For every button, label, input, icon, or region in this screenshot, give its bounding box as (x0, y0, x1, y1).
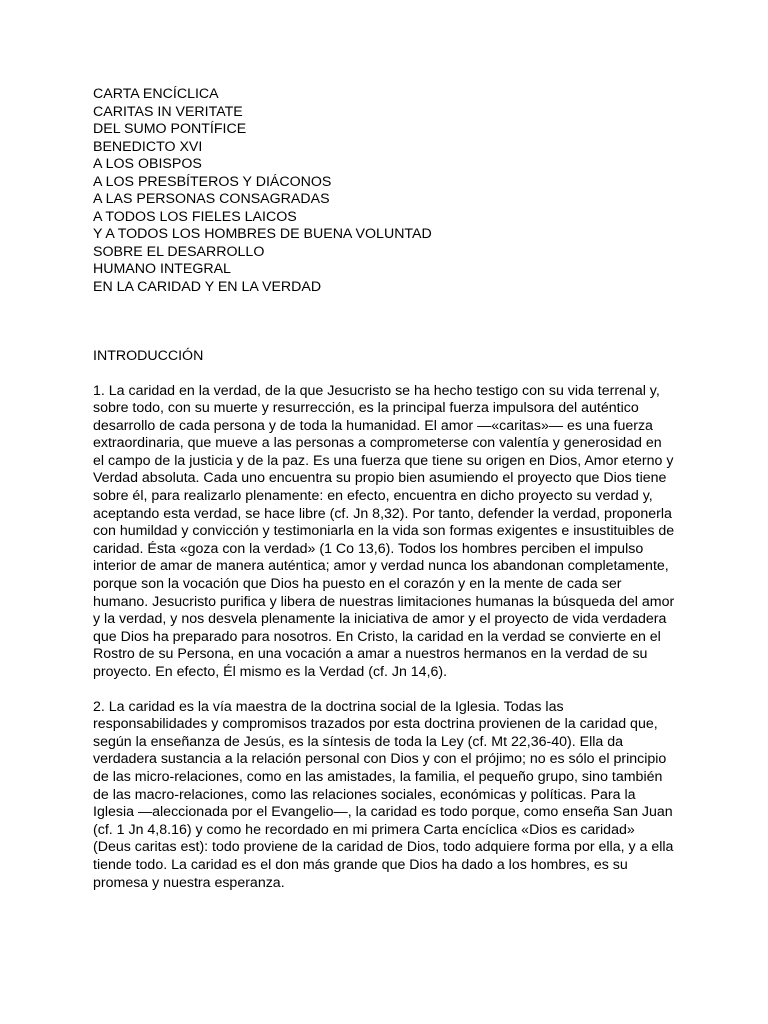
paragraph-2 (93, 699, 683, 893)
paragraph-line: según la enseñanza de Jesús, es la síntesis de toda la Ley (cf. Mt 22,36-40). Ella da (93, 733, 623, 750)
paragraph-line: aceptando esta verdad, se hace libre (cf. Jn 8,32). Por tanto, defender la verdad, proponerla (93, 505, 672, 522)
paragraph-line: humano. Jesucristo purifica y libera de nuestras limitaciones humanas la búsqueda del amor (93, 593, 675, 610)
heading-line: SOBRE EL DESARROLLO (93, 243, 265, 260)
section-title: INTRODUCCIÓN (93, 348, 204, 364)
paragraph-line: 2. La caridad es la vía maestra de la doctrina social de la Iglesia. Todas las (93, 698, 564, 715)
paragraph-line: porque son la vocación que Dios ha puesto en el corazón y en la mente de cada ser (93, 576, 622, 593)
paragraph-line: Iglesia —aleccionada por el Evangelio—, la caridad es todo porque, como enseña San Juan (93, 804, 673, 821)
heading-line: HUMANO INTEGRAL (93, 261, 231, 277)
heading-line: A LOS PRESBÍTEROS Y DIÁCONOS (93, 173, 332, 190)
paragraph-line: con humildad y convicción y testimoniarla en la vida son formas exigentes e insustituibles de (93, 523, 675, 540)
heading-line: A LOS OBISPOS (93, 156, 202, 172)
paragraph-line: de las macro-relaciones, como las relaciones sociales, económicas y políticas. Para la (93, 786, 636, 803)
heading-line: A TODOS LOS FIELES LAICOS (93, 208, 297, 225)
paragraph-line: extraordinaria, que mueve a las personas a comprometerse con valentía y generosidad en (93, 435, 662, 452)
paragraph-line: que Dios ha preparado para nosotros. En Cristo, la caridad en la verdad se convierte en el (93, 628, 661, 645)
paragraph-line: Verdad absoluta. Cada uno encuentra su propio bien asumiendo el proyecto que Dios tiene (93, 470, 667, 487)
paragraph-line: responsabilidades y compromisos trazados por esta doctrina provienen de la caridad que, (93, 716, 658, 733)
paragraph-line: tiende todo. La caridad es el don más grande que Dios ha dado a los hombres, es su (93, 856, 628, 873)
document-page (93, 86, 683, 892)
paragraph-line: interior de amar de manera auténtica; amor y verdad nunca los abandonan completamente, (93, 558, 669, 575)
document-heading (93, 86, 683, 296)
paragraph-line: Rostro de su Persona, en una vocación a amar a nuestros hermanos en la verdad de su (93, 646, 648, 663)
paragraph-line: de las micro-relaciones, como en las amistades, la familia, el pequeño grupo, sino también (93, 768, 663, 785)
paragraph-line: desarrollo de cada persona y de toda la humanidad. El amor —«caritas»— es una fuerza (93, 417, 653, 434)
paragraph-line: (cf. 1 Jn 4,8.16) y como he recordado en mi primera Carta encíclica «Dios es caridad» (93, 821, 635, 838)
paragraph-line: el campo de la justicia y de la paz. Es una fuerza que tiene su origen en Dios, Amor eterno y (93, 452, 674, 469)
paragraph-line: verdadera sustancia a la relación personal con Dios y con el prójimo; no es sólo el principio (93, 751, 667, 768)
paragraph-line: promesa y nuestra esperanza. (93, 874, 285, 891)
heading-line: CARTA ENCÍCLICA (93, 86, 219, 102)
heading-line: Y A TODOS LOS HOMBRES DE BUENA VOLUNTAD (93, 226, 432, 242)
heading-line: EN LA CARIDAD Y EN LA VERDAD (93, 278, 322, 295)
paragraph-line: sobre todo, con su muerte y resurrección, es la principal fuerza impulsora del auténtico (93, 400, 639, 417)
heading-line: DEL SUMO PONTÍFICE (93, 121, 247, 137)
heading-line: A LAS PERSONAS CONSAGRADAS (93, 191, 330, 207)
paragraph-line: y la verdad, y nos desvela plenamente la iniciativa de amor y el proyecto de vida verdadera (93, 611, 667, 628)
paragraph-line: caridad. Ésta «goza con la verdad» (1 Co 13,6). Todos los hombres perciben el impulso (93, 540, 644, 557)
paragraph-line: sobre él, para realizarlo plenamente: en efecto, encuentra en dicho proyecto su verdad y, (93, 488, 653, 505)
heading-line: BENEDICTO XVI (93, 138, 203, 155)
paragraph-line: proyecto. En efecto, Él mismo es la Verdad (cf. Jn 14,6). (93, 664, 448, 680)
paragraph-1 (93, 383, 683, 682)
paragraph-line: (Deus caritas est): todo proviene de la caridad de Dios, todo adquiere forma por ella, y a ella (93, 839, 674, 856)
heading-line: CARITAS IN VERITATE (93, 103, 243, 120)
paragraph-line: 1. La caridad en la verdad, de la que Jesucristo se ha hecho testigo con su vida terrenal y, (93, 382, 660, 399)
